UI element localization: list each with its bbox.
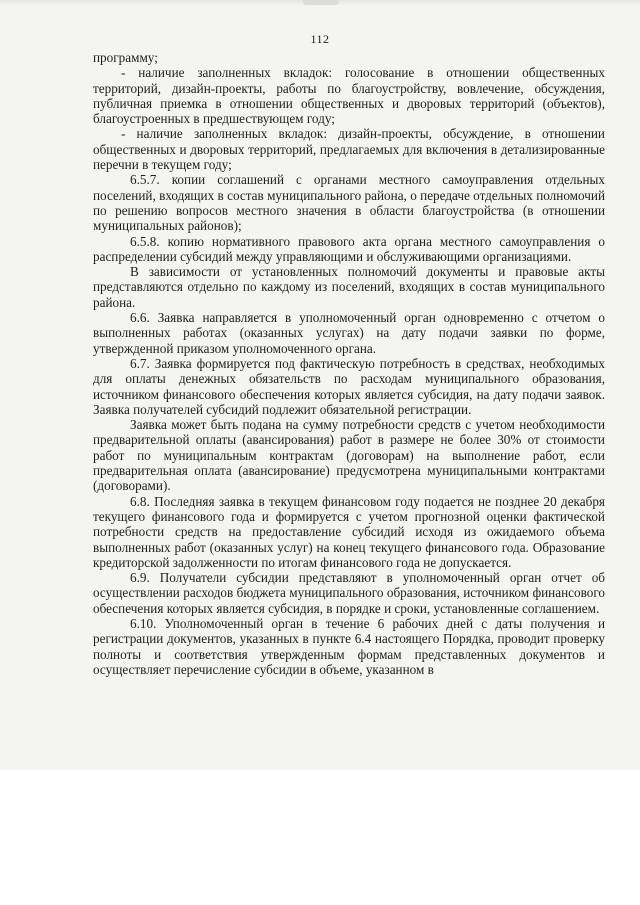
paragraph: 6.7. Заявка формируется под фактическую потребность в средствах, необходимых для оплаты денежных обязательств по расходам муниципального образования, источником финансового обеспечения которых является субсидия, на дату подачи заявок. Заявка получателей субсидий подлежит обязательной регистрации. (93, 355, 605, 417)
paragraph: - наличие заполненных вкладок: голосование в отношении общественных территорий, дизайн-проекты, работы по благоустройству, вовлечение, обсуждения, публичная приемка в отношении общественных и дворовых территорий (объектов), благоустроенных в предшествующем году; (93, 65, 605, 127)
paragraph: 6.6. Заявка направляется в уполномоченный орган одновременно с отчетом о выполненных работах (оказанных услугах) на дату подачи заявки по форме, утвержденной приказом уполномоченного органа. (93, 310, 605, 356)
blank-margin (0, 770, 640, 905)
previous-page-bleed (303, 0, 339, 5)
document-body (93, 50, 605, 677)
page-number: 112 (310, 32, 330, 46)
paragraph: 6.10. Уполномоченный орган в течение 6 рабочих дней с даты получения и регистрации документов, указанных в пункте 6.4 настоящего Порядка, проводит проверку полноты и соответствия утвержденным формам представленных документов и осуществляет перечисление субсидии в объеме, указанном в (93, 615, 605, 677)
paragraph: программу; (93, 50, 158, 65)
paragraph: 6.8. Последняя заявка в текущем финансовом году подается не позднее 20 декабря текущего финансового года и формируется с учетом прогнозной оценки фактической потребности средств на предоставление субсидий исходя из ожидаемого объема выполненных работ (оказанных услуг) на конец текущего финансового года. Образование кредиторской задолженности по итогам финансового года не допускается. (93, 493, 605, 570)
paragraph: 6.9. Получатели субсидии представляют в уполномоченный орган отчет об осуществлении расходов бюджета муниципального образования, источником финансового обеспечения которых является субсидия, в порядке и сроки, установленные соглашением. (93, 570, 605, 616)
paragraph: 6.5.7. копии соглашений с органами местного самоуправления отдельных поселений, входящих в состав муниципального района, о передаче отдельных полномочий по решению вопросов местного значения в области благоустройства (в отношении муниципальных районов); (93, 172, 605, 234)
paragraph: В зависимости от установленных полномочий документы и правовые акты представляются отдельно по каждому из поселений, входящих в состав муниципального района. (93, 264, 605, 310)
paragraph: - наличие заполненных вкладок: дизайн-проекты, обсуждение, в отношении общественных и дворовых территорий, предлагаемых для включения в детализированные перечни в текущем году; (93, 126, 605, 173)
paragraph: 6.5.8. копию нормативного правового акта органа местного самоуправления о распределении субсидий между управляющими и обслуживающими организациями. (93, 233, 605, 264)
paragraph: Заявка может быть подана на сумму потребности средств с учетом необходимости предварительной оплаты (авансирования) работ в размере не более 30% от стоимости работ по муниципальным контрактам (договорам) на выполнение работ, если предварительная оплата (авансирование) предусмотрена муниципальными контрактами (договорами). (93, 417, 605, 494)
